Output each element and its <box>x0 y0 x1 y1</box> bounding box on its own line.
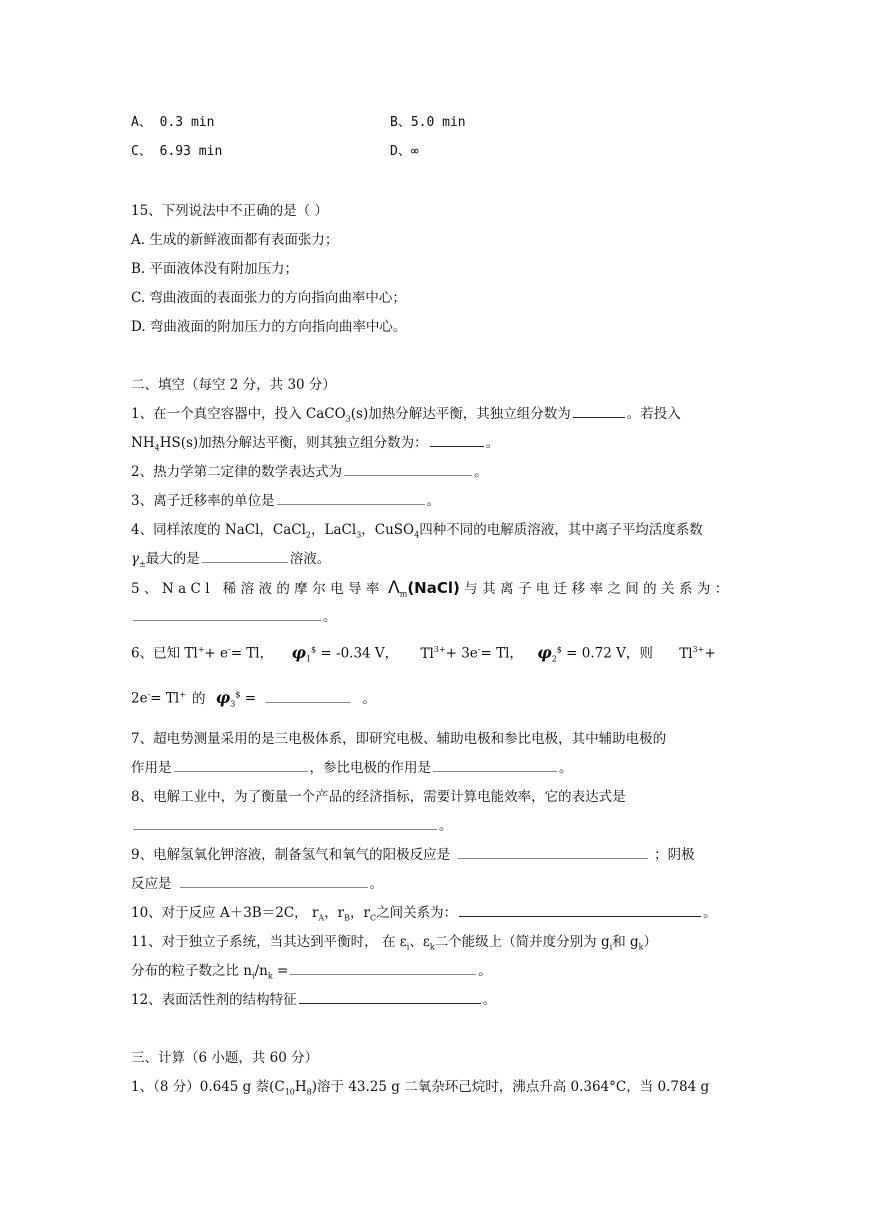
fill-6-blank[interactable] <box>266 690 350 703</box>
q14-option-d: D、∞ <box>390 144 419 159</box>
fill-5-line1: 5、NaCl 稀溶液的摩尔电导率 $\Lambda_m(NaCl)$ 与其离子电迁移率之间的关系为： <box>131 578 733 599</box>
q15-option-c: C. 弯曲液面的表面张力的方向指向曲率中心； <box>131 290 406 306</box>
calc-1-line1: 1、（8 分）0.645 g 萘$(C_{10}H_8)$溶于 43.25 g 二氧杂环己烷时，沸点升高 0.364°C，当 0.784 g <box>131 1079 710 1097</box>
fill-12-blank[interactable] <box>299 991 481 1004</box>
fill-7-line2: 作用是 ，参比电极的作用是 。 <box>131 760 573 776</box>
q15-stem: 15、下列说法中不正确的是（ ） <box>131 203 328 219</box>
fill-11-line1: 11、对于独立子系统，当其达到平衡时， 在 $\varepsilon_i$、$\varepsilon_k$二个能级上（简并度分别为 $g_i$和 $g_k$） <box>131 934 657 952</box>
fill-6-line2: 2e-= Tl+ 的 $\varphi_3^{\$}$ = 。 <box>131 687 376 709</box>
section3-title: 三、计算（6 小题，共 60 分） <box>131 1050 319 1066</box>
fill-4-blank[interactable] <box>202 550 288 563</box>
fill-2: 2、热力学第二定律的数学表达式为 。 <box>131 464 488 480</box>
section2-title: 二、填空（每空 2 分，共 30 分） <box>131 377 336 393</box>
fill-11-line2: 分布的粒子数之比 $n_i/n_k$ = 。 <box>131 963 492 981</box>
fill-3: 3、离子迁移率的单位是 。 <box>131 493 441 509</box>
fill-6-line1: 6、已知 Tl++ e-= Tl， $\varphi_1^{\$} = -0.34$ V， $Tl^{3+}+ 3e^-= Tl$， $\varphi_2^{\$} = 0.72$ V，则 $Tl^{3+}+$ <box>131 642 716 664</box>
fill-7-blank-1[interactable] <box>174 759 308 772</box>
q15-option-a: A. 生成的新鲜液面都有表面张力； <box>131 232 339 248</box>
q14-option-b: B、5.0 min <box>390 115 466 130</box>
q14-option-a: A、 0.3 min <box>131 115 215 130</box>
fill-10: 10、对于反应 A＋3B＝2C， $r_A$，$r_B$，$r_C$之间关系为： 。 <box>131 905 717 923</box>
fill-8-blank[interactable] <box>133 817 437 830</box>
fill-9-blank-1[interactable] <box>458 846 648 859</box>
fill-1-line1: 1、在一个真空容器中，投入 CaCO$_3$(s)加热分解达平衡，其独立组分数为 。若投入 <box>131 406 681 424</box>
fill-1-blank-2[interactable] <box>430 434 484 447</box>
fill-7-line1: 7、超电势测量采用的是三电极体系，即研究电极、辅助电极和参比电极，其中辅助电极的 <box>131 731 667 747</box>
fill-9-line2: 反应是 。 <box>131 876 383 892</box>
fill-5-line2: 。 <box>131 608 337 626</box>
fill-7-blank-2[interactable] <box>433 759 557 772</box>
fill-8-line2: 。 <box>131 817 453 835</box>
fill-2-blank[interactable] <box>344 463 472 476</box>
fill-8-line1: 8、电解工业中，为了衡量一个产品的经济指标，需要计算电能效率，它的表达式是 <box>131 789 626 805</box>
fill-12: 12、表面活性剂的结构特征 。 <box>131 992 497 1008</box>
fill-1-line2: $NH_4HS(s)$加热分解达平衡，则其独立组分数为： 。 <box>131 435 500 453</box>
fill-4-line1: 4、同样浓度的 NaCl，CaCl$_2$，LaCl$_3$，CuSO$_4$四种不同的电解质溶液，其中离子平均活度系数 <box>131 522 703 540</box>
fill-11-blank[interactable] <box>290 962 476 975</box>
fill-9-line1: 9、电解氢氧化钾溶液，制备氢气和氧气的阳极反应是 ；阴极 <box>131 847 695 863</box>
q15-option-b: B. 平面液体没有附加压力； <box>131 261 299 277</box>
q15-option-d: D. 弯曲液面的附加压力的方向指向曲率中心。 <box>131 319 407 335</box>
fill-9-blank-2[interactable] <box>180 875 368 888</box>
fill-4-line2: $\gamma_\pm$最大的是 溶液。 <box>131 551 331 569</box>
fill-5-blank[interactable] <box>133 608 321 621</box>
fill-10-blank[interactable] <box>459 904 701 917</box>
fill-3-blank[interactable] <box>277 492 425 505</box>
fill-1-blank-1[interactable] <box>573 405 625 418</box>
q14-option-c: C、 6.93 min <box>131 144 223 159</box>
